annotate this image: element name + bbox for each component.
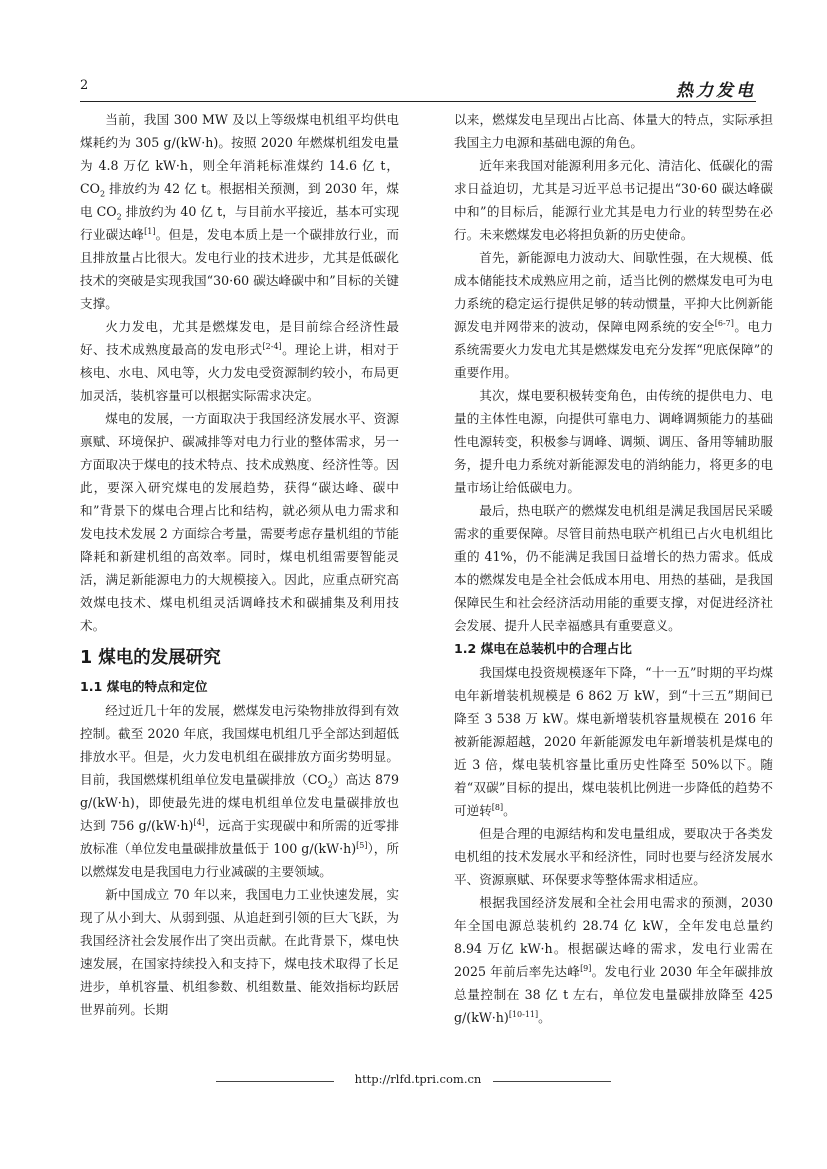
journal-name: 热力发电 xyxy=(676,81,756,101)
citation: [9] xyxy=(580,963,592,973)
left-column xyxy=(80,108,399,1021)
header-rule xyxy=(80,101,756,102)
citation: [2-4] xyxy=(262,341,282,351)
subsection-heading: 1.2 煤电在总装机中的合理占比 xyxy=(454,641,632,656)
paragraph: 我国煤电投资规模逐年下降，“十一五”时期的平均煤电年新增装机规模是 6 862 万 kW，到“十三五”期间已降至 3 538 万 kW。煤电新增装机容量规模在 2016 年被新能源超越，2020 年新能源发电年新增装机是煤电的近 3 倍，煤电装机容量比重历史性降至 50%以下。随着“双碳”目标的提出，煤电装机比例进一步降低的趋势不可逆转[8]。 xyxy=(454,665,773,818)
paragraph: 煤电的发展，一方面取决于我国经济发展水平、资源禀赋、环境保护、碳减排等对电力行业的整体需求，另一方面取决于煤电的技术特点、技术成熟度、经济性等。因此，要深入研究煤电的发展趋势，获得“碳达峰、碳中和”背景下的煤电合理占比和结构，就必须从电力需求和发电技术发展 2 方面综合考量，需要考虑存量机组的节能降耗和新建机组的高效率。同时，煤电机组需要智能灵活，满足新能源电力的大规模接入。因此，应重点研究高效煤电技术、煤电机组灵活调峰技术和碳捕集及利用技术。 xyxy=(80,411,399,633)
citation: [8] xyxy=(491,802,504,812)
footer-url[interactable]: http://rlfd.tpri.com.cn xyxy=(354,1072,482,1086)
running-header xyxy=(80,76,756,100)
page-number: 2 xyxy=(80,78,89,93)
citation: [10-11] xyxy=(508,1009,539,1019)
paragraph: 根据我国经济发展和全社会用电需求的预测，2030 年全国电源总装机约 28.74 亿 kW，全年发电总量约 8.94 万亿 kW·h。根据碳达峰的需求，发电行业需在 2025 年前后率先达峰[9]。发电行业 2030 年全年碳排放总量控制在 38 亿 t 左右，单位发电量碳排放降至 425 g/(kW·h)[10-11]。 xyxy=(454,895,773,1025)
citation: [4] xyxy=(193,817,205,827)
paragraph: 其次，煤电要积极转变角色，由传统的提供电力、电量的主体性电源，向提供可靠电力、调峰调频能力的基础性电源转变，积极参与调峰、调频、调压、备用等辅助服务，提升电力系统对新能源发电的消纳能力，将更多的电量市场让给低碳电力。 xyxy=(454,388,773,495)
paragraph: 当前，我国 300 MW 及以上等级煤电机组平均供电煤耗约为 305 g/(kW·h)。按照 2020 年燃煤机组发电量为 4.8 万亿 kW·h，则全年消耗标准煤约 14.6 亿 t，$CO_2$ 排放约为 42 亿 t。根据相关预测，到 2030 年，煤电 $CO_2$ 排放约为 40 亿 t，与目前水平接近，基本可实现行业碳达峰[1]。但是，发电本质上是一个碳排放行业，而且排放量占比很大。发电行业的技术进步，尤其是低碳化技术的突破是实现我国“30·60 碳达峰碳中和”目标的关键支撑。 xyxy=(80,112,400,311)
right-column xyxy=(454,108,773,1029)
citation: [5] xyxy=(356,840,368,850)
page-footer xyxy=(80,1072,756,1090)
paragraph: 新中国成立 70 年以来，我国电力工业快速发展，实现了从小到大、从弱到强、从追赶到引领的巨大飞跃，为我国经济社会发展作出了突出贡献。在此背景下，煤电快速发展，在国家持续投入和支持下，煤电技术取得了长足进步，单机容量、机组参数、机组数量、能效指标均跃居世界前列。长期 xyxy=(80,887,399,1017)
footer-rule-right xyxy=(493,1081,611,1082)
paragraph: 经过近几十年的发展，燃煤发电污染物排放得到有效控制。截至 2020 年底，我国煤电机组几乎全部达到超低排放水平。但是，火力发电机组在碳排放方面劣势明显。目前，我国燃煤机组单位发电量碳排放$(CO_2)$高达 879 g/(kW·h)，即使最先进的煤电机组单位发电量碳排放也达到 756 g/(kW·h)[4]，远高于实现碳中和所需的近零排放标准（单位发电量碳排放量低于 100 g/(kW·h)[5]），所以燃煤发电是我国电力行业减碳的主要领域。 xyxy=(80,703,399,879)
subsection-heading: 1.1 煤电的特点和定位 xyxy=(80,679,208,694)
paragraph: 首先，新能源电力波动大、间歇性强，在大规模、低成本储能技术成熟应用之前，适当比例的燃煤发电可为电力系统的稳定运行提供足够的转动惯量，平抑大比例新能源发电并网带来的波动，保障电网系统的安全[6-7]。电力系统需要火力发电尤其是燃煤发电充分发挥“兜底保障”的重要作用。 xyxy=(454,250,774,380)
paragraph: 但是合理的电源结构和发电量组成，要取决于各类发电机组的技术发展水平和经济性，同时也要与经济发展水平、资源禀赋、环保要求等整体需求相适应。 xyxy=(454,826,773,887)
paragraph: 火力发电，尤其是燃煤发电，是目前综合经济性最好、技术成熟度最高的发电形式[2-4]。理论上讲，相对于核电、水电、风电等，火力发电受资源制约较小，布局更加灵活，装机容量可以根据实际需求决定。 xyxy=(80,319,400,403)
citation: [6-7] xyxy=(714,318,734,328)
paragraph: 近年来我国对能源利用多元化、清洁化、低碳化的需求日益迫切，尤其是习近平总书记提出“30·60 碳达峰碳中和”的目标后，能源行业尤其是电力行业的转型势在必行。未来燃煤发电必将担负新的历史使命。 xyxy=(454,158,773,242)
citation: [1] xyxy=(144,226,156,236)
paragraph: 以来，燃煤发电呈现出占比高、体量大的特点，实际承担我国主力电源和基础电源的角色。 xyxy=(454,112,773,150)
section-heading: 1 煤电的发展研究 xyxy=(80,648,221,668)
paragraph: 最后，热电联产的燃煤发电机组是满足我国居民采暖需求的重要保障。尽管目前热电联产机组已占火电机组比重的 41%，仍不能满足我国日益增长的热力需求。低成本的燃煤发电是全社会低成本用电、用热的基础，是我国保障民生和社会经济活动用能的重要支撑，对促进经济社会发展、提升人民幸福感具有重要意义。 xyxy=(454,503,773,633)
